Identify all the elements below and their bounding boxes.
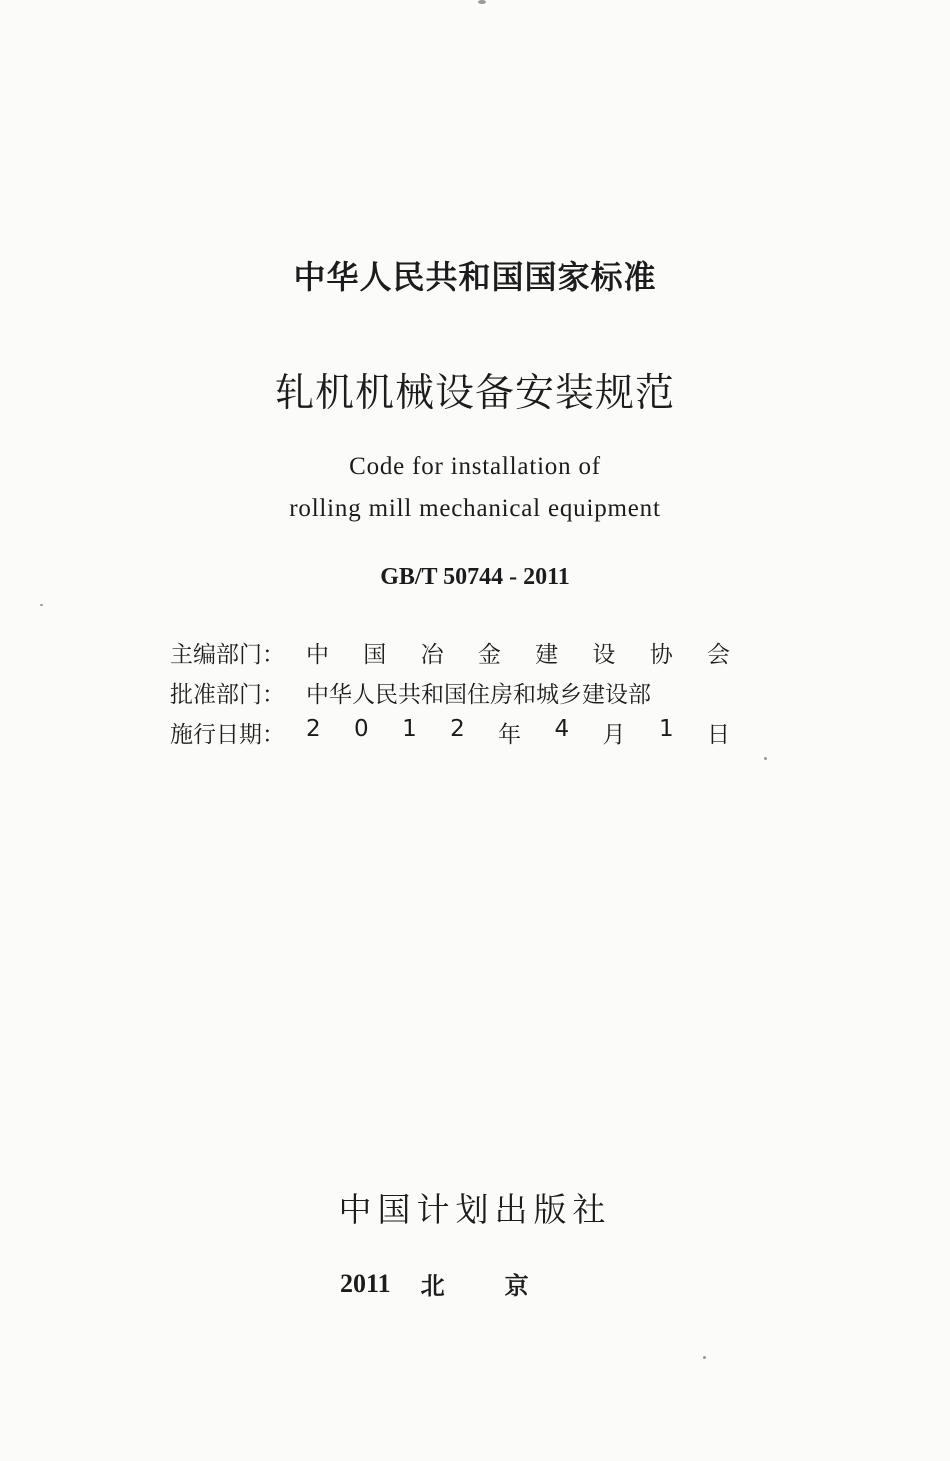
standard-metadata — [170, 632, 730, 752]
chief-editor-char: 协 — [649, 641, 673, 668]
standard-code-number: GB/T 50744 - 2011 — [380, 564, 570, 590]
effective-date-char: 1 — [658, 715, 674, 742]
title-chinese: 轧机机械设备安装规范 — [274, 371, 675, 416]
imprint-year: 2011 — [340, 1268, 391, 1298]
imprint-city-char: 京 — [504, 1272, 529, 1300]
scan-speck — [478, 0, 486, 4]
effective-date-char: 2 — [306, 715, 321, 742]
title-english-line-1: Code for installation of — [349, 453, 601, 480]
scan-speck — [40, 604, 43, 606]
chief-editor-char: 建 — [535, 641, 559, 668]
title-english-line-2: rolling mill mechanical equipment — [289, 495, 661, 522]
chief-editor-char: 设 — [592, 641, 616, 668]
chief-editor-char: 会 — [706, 641, 730, 668]
imprint-city-char: 北 — [420, 1272, 445, 1300]
effective-date-value — [306, 716, 730, 749]
scan-speck — [764, 757, 767, 760]
chief-editor-char: 冶 — [420, 641, 444, 668]
standard-type-heading: 中华人民共和国国家标准 — [293, 258, 657, 296]
effective-date-label: 施行日期： — [170, 721, 285, 748]
approver-value: 中华人民共和国住房和城乡建设部 — [306, 681, 651, 708]
effective-date-row — [170, 712, 730, 752]
effective-date-char: 日 — [706, 721, 730, 748]
chief-editor-char: 国 — [363, 641, 387, 668]
effective-date-char: 年 — [498, 721, 522, 748]
chief-editor-char: 中 — [306, 641, 329, 668]
effective-date-char: 1 — [402, 715, 417, 742]
chief-editor-label: 主编部门： — [170, 641, 285, 668]
imprint-line — [340, 1266, 529, 1301]
effective-date-char: 4 — [554, 715, 570, 742]
publisher-name: 中国计划出版社 — [338, 1190, 612, 1229]
scan-speck — [703, 1356, 706, 1359]
chief-editor-value — [306, 636, 730, 669]
effective-date-char: 月 — [602, 721, 626, 748]
title-english — [0, 446, 950, 530]
approver-label: 批准部门： — [170, 681, 285, 708]
chief-editor-char: 金 — [477, 641, 501, 668]
effective-date-char: 0 — [354, 715, 369, 742]
chief-editor-row — [170, 632, 730, 672]
effective-date-char: 2 — [450, 715, 465, 742]
approver-row — [170, 672, 730, 712]
